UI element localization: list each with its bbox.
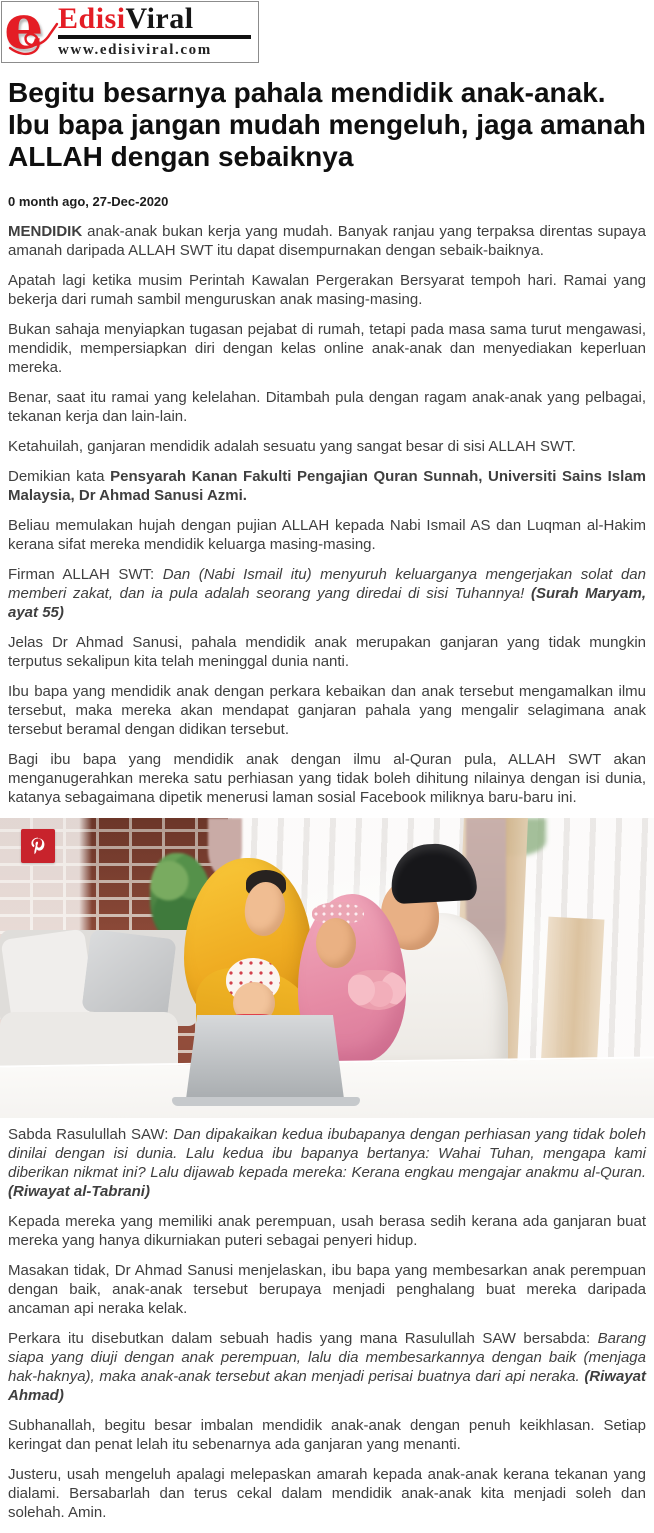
text-segment: (Surah Maryam, ayat 55) — [8, 585, 646, 621]
brand-name-viral: Viral — [125, 2, 194, 35]
paragraph — [8, 750, 646, 807]
text-segment: Bagi ibu bapa yang mendidik anak dengan ilmu al-Quran pula, ALLAH SWT akan menganugerahkan mereka satu perhiasan yang tidak boleh dihitung nilainya dengan isi dunia, katanya sebagaimana dipetik menerusi laman sosial Facebook miliknya baru-baru ini. — [8, 751, 646, 806]
article-header — [0, 77, 654, 807]
text-segment: Perkara itu disebutkan dalam sebuah hadis yang mana Rasulullah SAW bersabda: — [8, 1330, 598, 1347]
pinterest-save-button[interactable] — [21, 829, 55, 863]
text-segment: Pensyarah Kanan Fakulti Pengajian Quran Sunnah, Universiti Sains Islam Malaysia, Dr Ahmad Sanusi Azmi. — [8, 468, 646, 504]
article-body-bottom — [8, 1125, 646, 1522]
logo-swirl-icon — [2, 2, 58, 62]
text-segment: Jelas Dr Ahmad Sanusi, pahala mendidik anak merupakan ganjaran yang tidak mungkin terputus sekalipun kita telah meninggal dunia nanti. — [8, 634, 646, 670]
logo-text-block — [58, 2, 254, 59]
article-body-lower-wrap — [0, 1125, 654, 1522]
text-segment: Dan dipakaikan kedua ibubapanya dengan perhiasan yang tidak boleh dinilai dengan isi dunia. Lalu kedua ibu bapanya bertanya: Wahai Tuhan, mengapa kami diberikan nikmat ini? Lalu dijawab kepada mereka: Kerana engkau mengajar anakmu al-Quran. — [8, 1126, 646, 1181]
text-segment: Firman ALLAH SWT: — [8, 566, 163, 583]
paragraph — [8, 271, 646, 309]
text-segment: Benar, saat itu ramai yang kelelahan. Ditambah pula dengan ragam anak-anak yang pelbagai, tekanan kerja dan lain-lain. — [8, 389, 646, 425]
site-logo[interactable] — [1, 1, 259, 63]
text-segment: Beliau memulakan hujah dengan pujian ALLAH kepada Nabi Ismail AS dan Luqman al-Hakim kerana sifat mereka mendidik keluarga masing-masing. — [8, 517, 646, 553]
text-segment: Masakan tidak, Dr Ahmad Sanusi menjelaskan, ibu bapa yang membesarkan anak perempuan dengan baik, anak-anak tersebut berupaya menjadi penghalang buat mereka daripada ancaman api neraka kelak. — [8, 1262, 646, 1317]
text-segment: (Riwayat al-Tabrani) — [8, 1183, 150, 1200]
photo-laptop-base — [172, 1097, 360, 1106]
text-segment: Ketahuilah, ganjaran mendidik adalah sesuatu yang sangat besar di sisi ALLAH SWT. — [8, 438, 576, 455]
text-segment: Bukan sahaja menyiapkan tugasan pejabat di rumah, tetapi pada masa sama turut mengawasi, mendidik, mempersiapkan diri dengan kelas online anak-anak dan menyediakan keperluan mereka. — [8, 321, 646, 376]
site-url: www.edisiviral.com — [58, 42, 212, 58]
logo-letter-e: e — [4, 0, 44, 63]
photo-pillow-gray — [81, 929, 176, 1021]
paragraph — [8, 516, 646, 554]
photo-pillow-light — [1, 929, 96, 1024]
paragraph — [8, 222, 646, 260]
paragraph — [8, 1416, 646, 1454]
pinterest-icon — [26, 834, 50, 858]
article-body-top — [8, 222, 646, 807]
paragraph — [8, 1125, 646, 1201]
text-segment: Ibu bapa yang mendidik anak dengan perkara kebaikan dan anak tersebut mengamalkan ilmu tersebut, maka mereka akan mendapat ganjaran pahala yang mengalir selagimana anak tersebut beramal dengan didikan tersebut. — [8, 683, 646, 738]
article-photo — [0, 818, 654, 1118]
text-segment: Kepada mereka yang memiliki anak perempuan, usah berasa sedih kerana ada ganjaran buat mereka yang hanya dikurniakan puteri sebagai penyeri hidup. — [8, 1213, 646, 1249]
text-segment: MENDIDIK — [8, 223, 83, 240]
text-segment: Subhanallah, begitu besar imbalan mendidik anak-anak dengan penuh keikhlasan. Setiap keringat dan penat lelah itu sebenarnya ada ganjaran yang menanti. — [8, 1417, 646, 1453]
paragraph — [8, 437, 646, 456]
paragraph — [8, 633, 646, 671]
paragraph — [8, 1465, 646, 1522]
paragraph — [8, 467, 646, 505]
text-segment: Dan (Nabi Ismail itu) menyuruh keluarganya mengerjakan solat dan memberi zakat, dan ia pula adalah seorang yang diredai di sisi Tuhannya! — [8, 566, 646, 602]
site-header — [0, 0, 654, 63]
article-date: 0 month ago, 27-Dec-2020 — [8, 194, 169, 209]
article-title: Begitu besarnya pahala mendidik anak-anak. Ibu bapa jangan mudah mengeluh, jaga amanah ALLAH dengan sebaiknya — [8, 77, 646, 172]
text-segment: (Riwayat Ahmad) — [8, 1368, 646, 1404]
photo-laptop — [186, 1015, 344, 1099]
brand-underline — [58, 35, 251, 39]
text-segment: Apatah lagi ketika musim Perintah Kawalan Pergerakan Bersyarat tempoh hari. Ramai yang bekerja dari rumah sambil menguruskan anak masing-masing. — [8, 272, 646, 308]
photo-girl-face — [316, 918, 356, 968]
paragraph — [8, 682, 646, 739]
text-segment: Sabda Rasulullah SAW: — [8, 1126, 174, 1143]
paragraph — [8, 320, 646, 377]
photo-girl-frill — [348, 970, 406, 1010]
paragraph — [8, 1261, 646, 1318]
paragraph — [8, 388, 646, 426]
text-segment: Demikian kata — [8, 468, 111, 485]
paragraph — [8, 565, 646, 622]
edisiviral-logo-icon — [2, 2, 58, 62]
brand-name-edisi: Edisi — [58, 2, 126, 35]
paragraph — [8, 1329, 646, 1405]
text-segment: anak-anak bukan kerja yang mudah. Banyak ranjau yang terpaksa direntas supaya amanah daripada ALLAH SWT itu dapat disempurnakan dengan sebaik-baiknya. — [8, 223, 646, 259]
text-segment: Barang siapa yang diuji dengan anak perempuan, lalu dia membesarkannya dengan baik (menjaga hak-haknya), maka anak-anak tersebut akan menjadi perisai buatnya dari api neraka. — [8, 1330, 646, 1385]
paragraph — [8, 1212, 646, 1250]
brand-name — [58, 2, 194, 35]
text-segment: Justeru, usah mengeluh apalagi melepaskan amarah kepada anak-anak kerana tekanan yang dialami. Bersabarlah dan terus cekal dalam mendidik anak-anak kita menjadi soleh dan solehah. Amin. — [8, 1466, 646, 1521]
